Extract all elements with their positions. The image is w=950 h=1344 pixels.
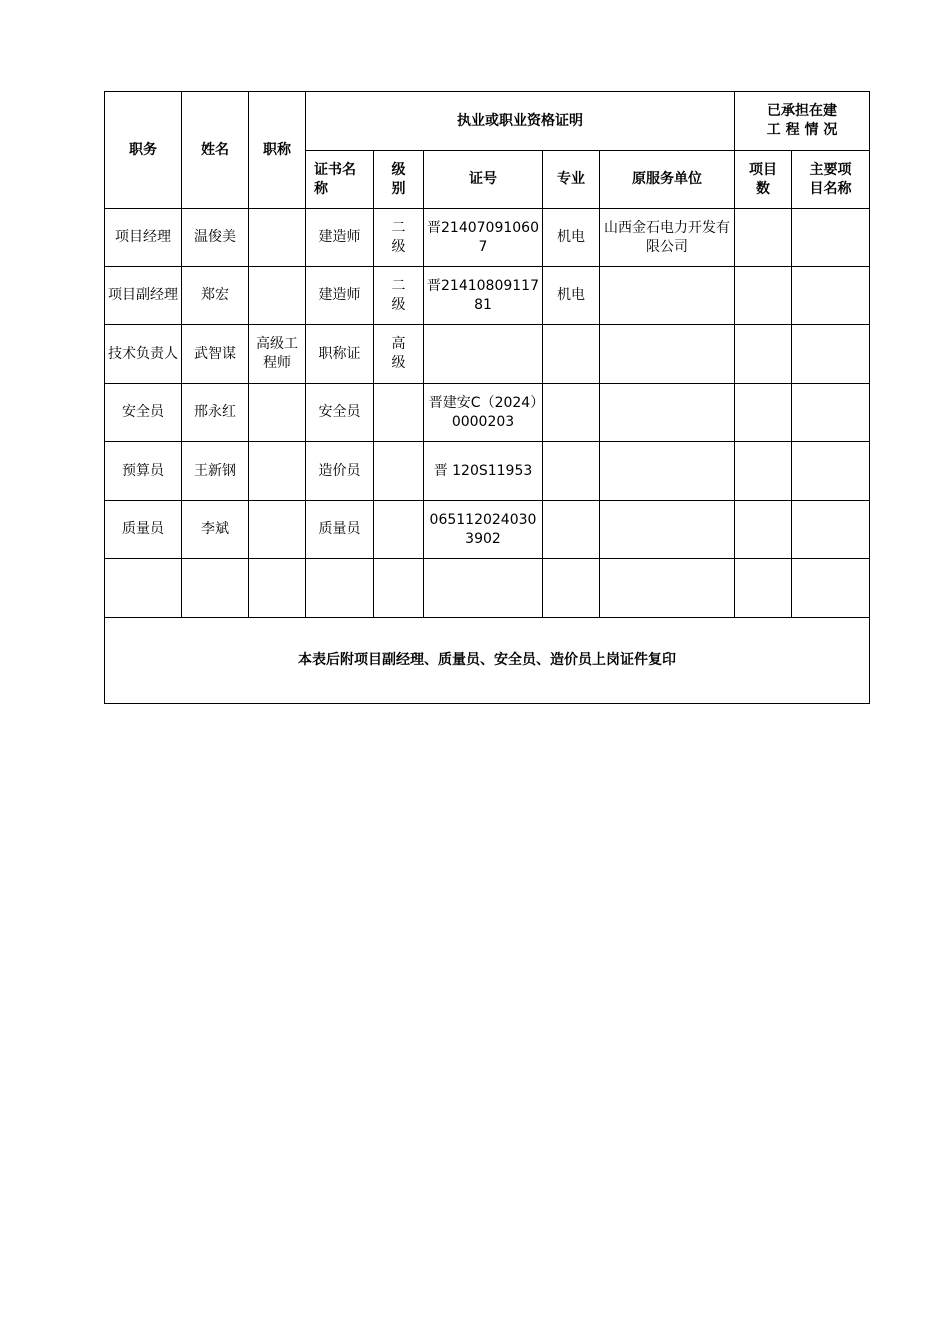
- header-level: [374, 151, 424, 209]
- cell-project-count: [735, 559, 792, 618]
- table-row: [105, 442, 870, 501]
- header-projects-group: [735, 92, 870, 151]
- header-specialty: 专业: [543, 151, 600, 209]
- cell-position: [105, 559, 182, 618]
- cell-position: 安全员: [105, 384, 182, 442]
- cell-cert-name: 职称证: [306, 325, 374, 384]
- cell-title: [249, 209, 306, 267]
- cell-name: 武智谋: [182, 325, 249, 384]
- cell-cert-name: 造价员: [306, 442, 374, 501]
- cell-name: 温俊美: [182, 209, 249, 267]
- cell-main-projects: [792, 559, 870, 618]
- cell-title: [249, 501, 306, 559]
- cell-name: 王新钢: [182, 442, 249, 501]
- cell-position: 项目副经理: [105, 267, 182, 325]
- cell-prev-employer: [600, 267, 735, 325]
- cell-level: [374, 559, 424, 618]
- header-level-line2: 别: [391, 180, 406, 197]
- cell-main-projects: [792, 442, 870, 501]
- header-row-1: [105, 92, 870, 151]
- cell-project-count: [735, 209, 792, 267]
- cell-name: 邢永红: [182, 384, 249, 442]
- header-cert-name-line2: 称: [314, 180, 328, 197]
- cell-prev-employer: [600, 559, 735, 618]
- header-name: 姓名: [182, 92, 249, 209]
- header-position: 职务: [105, 92, 182, 209]
- table-row: [105, 325, 870, 384]
- cell-prev-employer: [600, 442, 735, 501]
- level-text: 二级: [391, 277, 406, 313]
- header-cert-group: 执业或职业资格证明: [306, 92, 735, 151]
- cell-position: 质量员: [105, 501, 182, 559]
- table-row: [105, 267, 870, 325]
- cell-specialty: [543, 384, 600, 442]
- cell-cert-no: 晋2141080911781: [424, 267, 543, 325]
- cell-project-count: [735, 442, 792, 501]
- cell-level: [374, 501, 424, 559]
- cell-title: [249, 442, 306, 501]
- cell-prev-employer: [600, 325, 735, 384]
- cell-title: [249, 384, 306, 442]
- header-project-count: [735, 151, 792, 209]
- footer-note: 本表后附项目副经理、质量员、安全员、造价员上岗证件复印: [105, 618, 870, 704]
- cell-cert-no: 0651120240303902: [424, 501, 543, 559]
- cell-specialty: 机电: [543, 209, 600, 267]
- cell-project-count: [735, 325, 792, 384]
- cell-position: 技术负责人: [105, 325, 182, 384]
- header-projects-line1: 已承担在建: [767, 103, 838, 119]
- cell-title: [249, 267, 306, 325]
- cell-title: [249, 559, 306, 618]
- footer-row: [105, 618, 870, 704]
- header-level-line1: 级: [391, 161, 406, 178]
- cell-cert-name: 安全员: [306, 384, 374, 442]
- cell-main-projects: [792, 384, 870, 442]
- cell-prev-employer: 山西金石电力开发有限公司: [600, 209, 735, 267]
- header-main-projects: [792, 151, 870, 209]
- header-cert-name: [306, 151, 374, 209]
- cell-specialty: [543, 442, 600, 501]
- level-text: 高级: [391, 336, 406, 371]
- cell-name: 郑宏: [182, 267, 249, 325]
- cell-prev-employer: [600, 501, 735, 559]
- table-row: [105, 209, 870, 267]
- cell-position: 项目经理: [105, 209, 182, 267]
- header-project-count-line1: 项目: [749, 161, 778, 178]
- cell-cert-no: [424, 559, 543, 618]
- cell-level: [374, 325, 424, 384]
- cell-name: [182, 559, 249, 618]
- table-row: [105, 384, 870, 442]
- cell-main-projects: [792, 325, 870, 384]
- table-row: [105, 559, 870, 618]
- header-cert-no: 证号: [424, 151, 543, 209]
- header-projects-line2: 工 程 情 况: [766, 122, 838, 138]
- cell-specialty: [543, 325, 600, 384]
- level-text: 二级: [391, 219, 406, 255]
- cell-cert-no: [424, 325, 543, 384]
- cell-name: 李斌: [182, 501, 249, 559]
- cell-title: 高级工程师: [249, 325, 306, 384]
- cell-cert-name: [306, 559, 374, 618]
- cell-prev-employer: [600, 384, 735, 442]
- cell-specialty: [543, 559, 600, 618]
- cell-cert-no: 晋建安C（2024）0000203: [424, 384, 543, 442]
- cell-cert-no: 晋 120S11953: [424, 442, 543, 501]
- cell-position: 预算员: [105, 442, 182, 501]
- cell-level: [374, 209, 424, 267]
- header-cert-name-line1: 证书名: [314, 161, 356, 178]
- staff-table: [104, 91, 870, 704]
- cell-cert-name: 建造师: [306, 209, 374, 267]
- header-title: 职称: [249, 92, 306, 209]
- cell-main-projects: [792, 267, 870, 325]
- cell-main-projects: [792, 209, 870, 267]
- cell-project-count: [735, 384, 792, 442]
- cell-level: [374, 384, 424, 442]
- cell-project-count: [735, 267, 792, 325]
- cell-cert-no: 晋214070910607: [424, 209, 543, 267]
- cell-level: [374, 442, 424, 501]
- cell-specialty: 机电: [543, 267, 600, 325]
- cell-cert-name: 质量员: [306, 501, 374, 559]
- header-main-projects-line2: 目名称: [809, 180, 852, 197]
- header-project-count-line2: 数: [756, 180, 771, 197]
- cell-level: [374, 267, 424, 325]
- cell-main-projects: [792, 501, 870, 559]
- table-row: [105, 501, 870, 559]
- header-main-projects-line1: 主要项: [809, 161, 852, 178]
- cell-specialty: [543, 501, 600, 559]
- header-prev-employer: 原服务单位: [600, 151, 735, 209]
- cell-project-count: [735, 501, 792, 559]
- cell-cert-name: 建造师: [306, 267, 374, 325]
